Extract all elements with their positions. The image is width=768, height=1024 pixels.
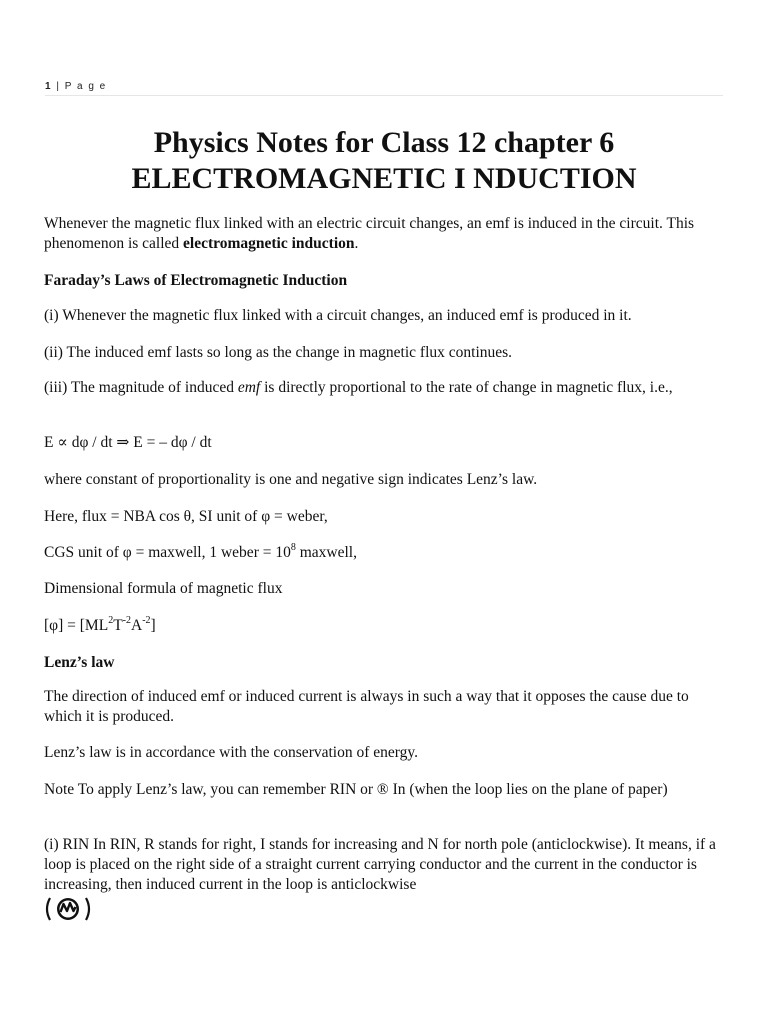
page-header (45, 81, 723, 96)
lenz-definition: The direction of induced emf or induced current is always in such a way that it opposes the cause due to which it is produced. (44, 688, 689, 725)
lenz-conservation: Lenz’s law is in accordance with the conservation of energy. (44, 744, 419, 761)
faraday-law-2: (ii) The induced emf lasts so long as the change in magnetic flux continues. (44, 344, 513, 361)
lenz-rin-rule: (i) RIN In RIN, R stands for right, I stands for increasing and N for north pole (anticlockwise). It means, if a loop is placed on the right side of a straight current carrying conductor and the current in the conductor is increasing, then induced current in the loop is anticlockwise (44, 836, 716, 893)
faraday-law-3: (iii) The magnitude of induced emf is directly proportional to the rate of change in magnetic flux, i.e., (44, 379, 673, 396)
page-title (0, 125, 768, 197)
faraday-formula: E ∝ dφ / dt ⇒ E = – dφ / dt (44, 434, 212, 451)
emf-term: emf (237, 379, 261, 396)
dimensional-formula: $[\varphi] = [ML^2T^{-2}A^{-2}]$ (44, 615, 156, 634)
intro-paragraph: Whenever the magnetic flux linked with an electric circuit changes, an emf is induced in the circuit. This phenomenon is called electromagnetic induction. (44, 215, 695, 252)
flux-si-unit: Here, flux = NBA cos θ, SI unit of φ = weber, (44, 508, 328, 525)
flux-cgs-unit: CGS unit of φ = maxwell, 1 weber = $10^8$ maxwell, (44, 542, 357, 561)
dimensional-heading: Dimensional formula of magnetic flux (44, 580, 283, 597)
page-label: | P a g e (52, 81, 107, 92)
lenz-note: Note To apply Lenz’s law, you can remember RIN or ® In (when the loop lies on the plane of paper) (44, 781, 668, 798)
page-number: 1 (45, 81, 53, 92)
faraday-heading: Faraday’s Laws of Electromagnetic Induction (44, 272, 348, 289)
faraday-law-1: (i) Whenever the magnetic flux linked with a circuit changes, an induced emf is produced in it. (44, 307, 632, 324)
lenz-heading: Lenz’s law (44, 654, 115, 671)
title-line-1: Physics Notes for Class 12 chapter 6 (153, 126, 615, 159)
anticlockwise-loop-icon (45, 894, 91, 924)
title-line-2: ELECTROMAGNETIC I NDUCTION (131, 162, 637, 195)
anticlockwise-loop-icon-svg (45, 894, 91, 924)
formula-explanation: where constant of proportionality is one and negative sign indicates Lenz’s law. (44, 471, 538, 488)
intro-term: electromagnetic induction (183, 235, 355, 252)
